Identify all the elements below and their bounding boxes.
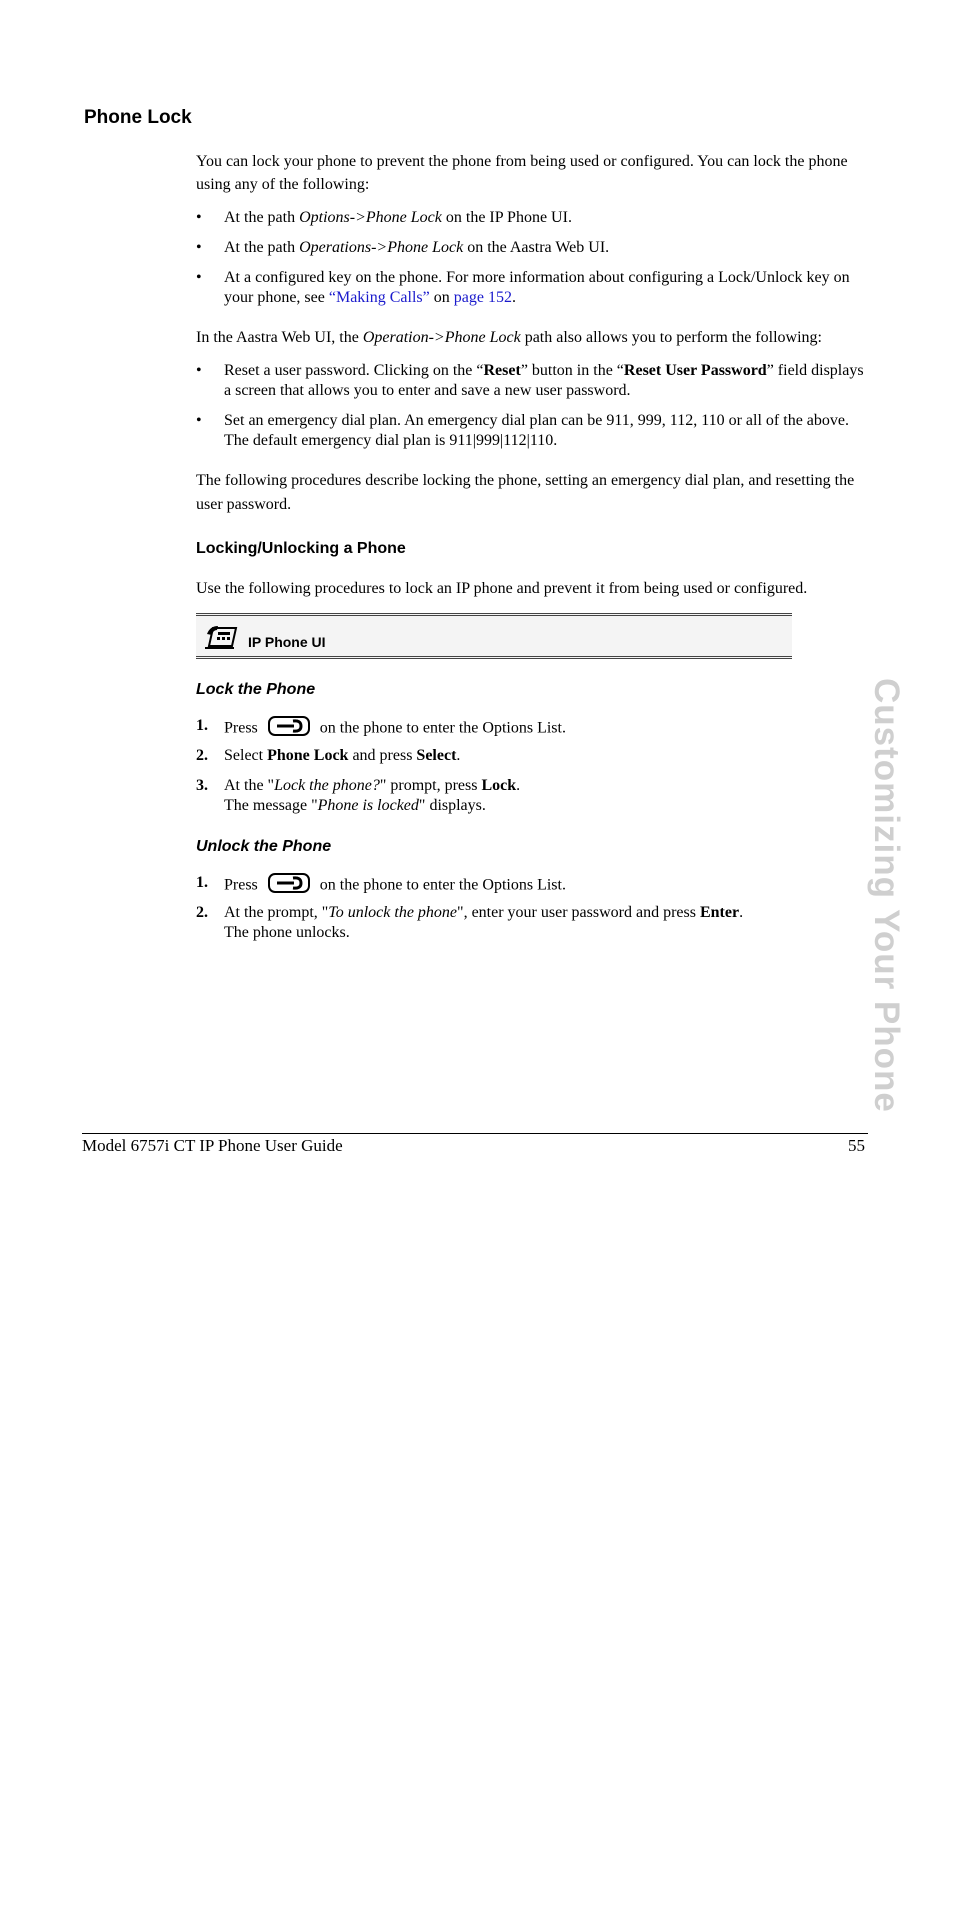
intro-paragraph: You can lock your phone to prevent the phone from being used or configured. You can lock the phone using any of the following: <box>196 153 848 193</box>
procedures-paragraph: The following procedures describe locking the phone, setting an emergency dial plan, and resetting the user password. <box>196 472 855 513</box>
options-key-icon <box>268 716 310 742</box>
bullet-glyph: • <box>196 362 202 379</box>
bullet-glyph: • <box>196 269 202 286</box>
ip-phone-ui-label: IP Phone UI <box>248 634 326 650</box>
page-number: 55 <box>848 1136 865 1155</box>
footer-guide-title: Model 6757i CT IP Phone User Guide <box>82 1136 343 1155</box>
ip-phone-ui-bar <box>196 613 792 659</box>
options-key-icon <box>268 873 310 899</box>
page-152-link[interactable]: page 152 <box>453 289 512 306</box>
unlock-heading: Unlock the Phone <box>196 838 332 855</box>
footer-divider <box>82 1133 868 1134</box>
making-calls-link[interactable]: “Making Calls” <box>328 289 430 306</box>
lock-heading: Lock the Phone <box>196 681 316 698</box>
webui-paragraph: In the Aastra Web UI, the Operation->Phone Lock path also allows you to perform the following: <box>196 329 822 346</box>
phone-icon <box>204 624 240 655</box>
bullet-glyph: • <box>196 239 202 256</box>
locking-intro: Use the following procedures to lock an IP phone and prevent it from being used or configured. <box>196 580 808 597</box>
bullet-glyph: • <box>196 209 202 226</box>
bullet-glyph: • <box>196 412 202 429</box>
side-chapter-title: Customizing Your Phone <box>867 678 906 1113</box>
subsection-heading: Locking/Unlocking a Phone <box>196 540 406 557</box>
section-title: Phone Lock <box>84 107 192 128</box>
